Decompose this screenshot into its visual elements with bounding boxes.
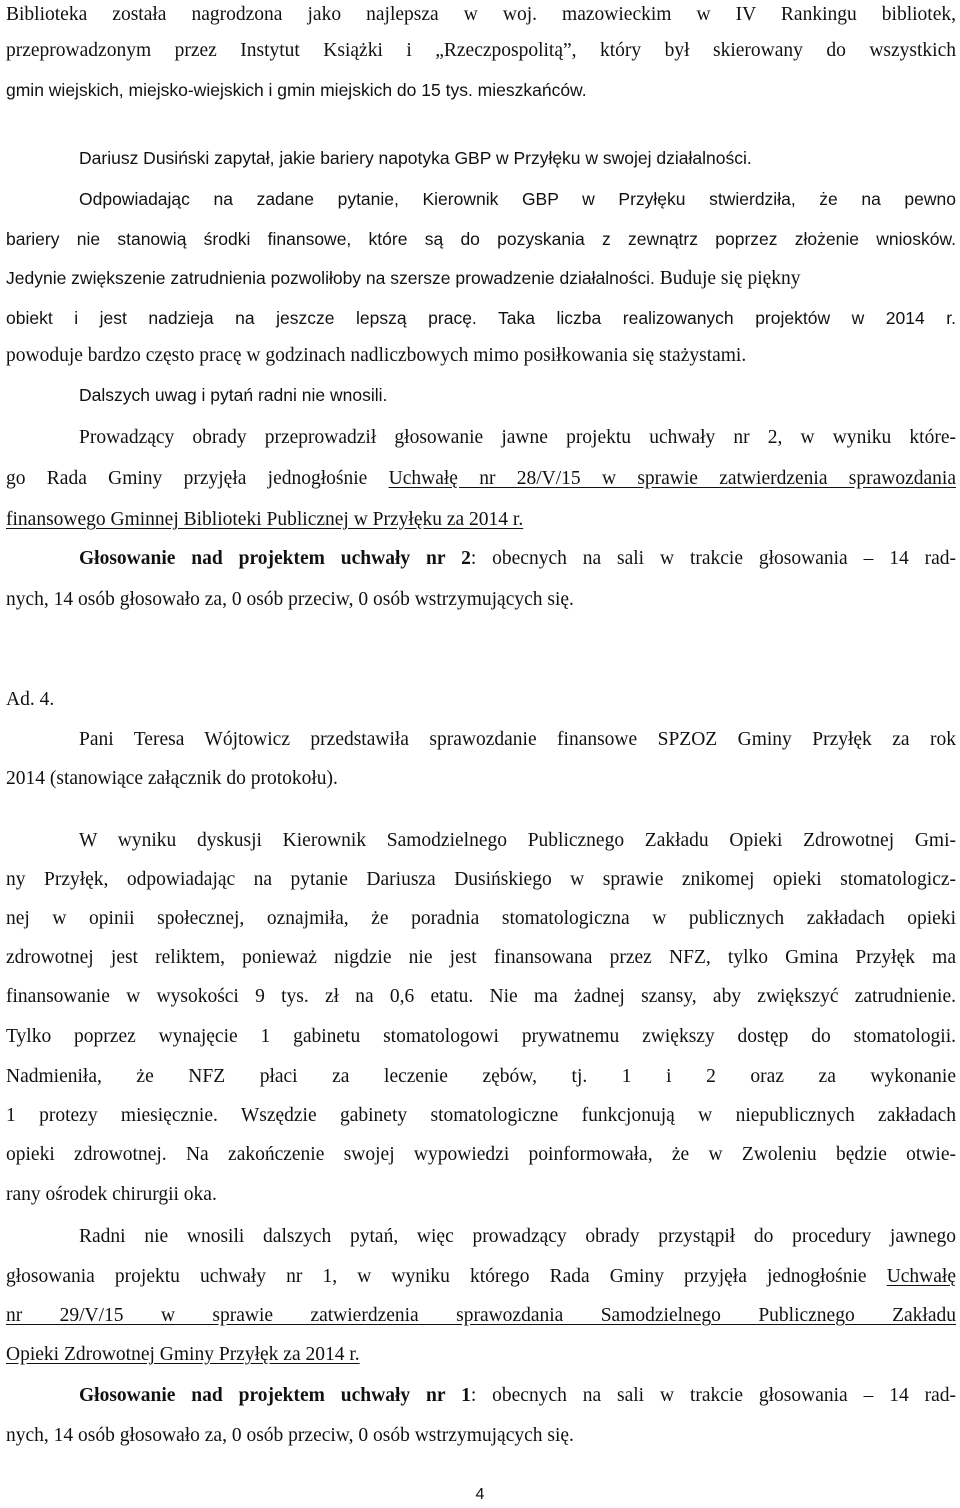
text-line: opieki zdrowotnej. Na zakończenie swojej wypowiedzi poinformowała, że w Zwoleniu będzie otwie- bbox=[6, 1144, 956, 1165]
text-line: rany ośrodek chirurgii oka. bbox=[6, 1184, 217, 1205]
resolution-28-link[interactable]: Uchwałę nr 28/V/15 w sprawie zatwierdzenia sprawozdania bbox=[388, 468, 956, 489]
text-line: finansowanie w wysokości 9 tys. zł na 0,6 etatu. Nie ma żadnej szansy, aby zwiększyć zatrudnienie. bbox=[6, 986, 956, 1007]
text-line: Odpowiadając na zadane pytanie, Kierownik GBP w Przyłęku stwierdziła, że na pewno bbox=[79, 189, 956, 209]
resolution-29-link[interactable]: Uchwałę bbox=[886, 1266, 956, 1287]
text-line: 1 protezy miesięcznie. Wszędzie gabinety stomatologiczne funkcjonują w niepublicznych zakładach bbox=[6, 1105, 956, 1126]
text-line bbox=[6, 1342, 956, 1368]
text-line: obiekt i jest nadzieja na jeszcze lepszą pracę. Taka liczba realizowanych projektów w 2014 r. bbox=[6, 308, 956, 328]
vote-line bbox=[79, 1383, 956, 1409]
text-line: Nadmieniła, że NFZ płaci za leczenie zębów, tj. 1 i 2 oraz za wykonanie bbox=[6, 1066, 956, 1087]
text-line: ny Przyłęk, odpowiadając na pytanie Dariusza Dusińskiego w sprawie znikomej opieki stomatologicz- bbox=[6, 869, 956, 890]
resolution-29-link-cont[interactable]: nr 29/V/15 w sprawie zatwierdzenia sprawozdania Samodzielnego Publicznego Zakładu bbox=[6, 1305, 956, 1326]
text-run: Jedynie zwiększenie zatrudnienia pozwoliłoby na szersze prowadzenie działalności. bbox=[6, 268, 655, 288]
text-line: zdrowotnej jest reliktem, ponieważ nigdzie nie jest finansowana przez NFZ, tylko Gmina Przyłęk ma bbox=[6, 947, 956, 968]
page-number: 4 bbox=[475, 1486, 485, 1503]
text-line: bariery nie stanowią środki finansowe, które są do pozyskania z zewnątrz poprzez złożenie wniosków. bbox=[6, 229, 956, 249]
text-line: Prowadzący obrady przeprowadził głosowanie jawne projektu uchwały nr 2, w wyniku które- bbox=[79, 427, 956, 448]
text-line: Pani Teresa Wójtowicz przedstawiła sprawozdanie finansowe SPZOZ Gminy Przyłęk za rok bbox=[79, 729, 956, 750]
text-line: Dariusz Dusiński zapytał, jakie bariery napotyka GBP w Przyłęku w swojej działalności. bbox=[79, 148, 752, 168]
text-line: Radni nie wnosili dalszych pytań, więc prowadzący obrady przystąpił do procedury jawnego bbox=[79, 1226, 956, 1247]
text-run: Buduje się piękny bbox=[654, 268, 801, 289]
vote-heading: Głosowanie nad projektem uchwały nr 1 bbox=[79, 1385, 471, 1406]
text-line bbox=[6, 265, 956, 292]
text-line bbox=[6, 1303, 956, 1329]
text-line: przeprowadzonym przez Instytut Książki i „Rzeczpospolitą”, który był skierowany do wszystkich bbox=[6, 40, 956, 61]
text-run: głosowania projektu uchwały nr 1, w wyniku którego Rada Gminy przyjęła jednogłośnie bbox=[6, 1266, 887, 1287]
text-line: Biblioteka została nagrodzona jako najlepsza w woj. mazowieckim w IV Rankingu bibliotek, bbox=[6, 4, 956, 25]
text-line: nej w opinii społecznej, oznajmiła, że poradnia stomatologiczna w publicznych zakładach opieki bbox=[6, 908, 956, 929]
text-run: go Rada Gminy przyjęła jednogłośnie bbox=[6, 468, 389, 489]
text-line bbox=[6, 507, 956, 533]
text-line: nych, 14 osób głosowało za, 0 osób przeciw, 0 osób wstrzymujących się. bbox=[6, 589, 574, 610]
text-line bbox=[6, 466, 956, 492]
text-line: powoduje bardzo często pracę w godzinach nadliczbowych mimo posiłkowania się stażystami. bbox=[6, 345, 747, 366]
section-heading: Ad. 4. bbox=[6, 689, 55, 710]
text-line: W wyniku dyskusji Kierownik Samodzielnego Publicznego Zakładu Opieki Zdrowotnej Gmi- bbox=[79, 830, 956, 851]
text-line: nych, 14 osób głosowało za, 0 osób przeciw, 0 osób wstrzymujących się. bbox=[6, 1425, 574, 1446]
text-line: 2014 (stanowiące załącznik do protokołu). bbox=[6, 768, 338, 789]
resolution-29-link-end[interactable]: Opieki Zdrowotnej Gminy Przyłęk za 2014 r. bbox=[6, 1344, 360, 1365]
vote-line bbox=[79, 546, 956, 572]
resolution-28-link-cont[interactable]: finansowego Gminnej Biblioteki Publicznej w Przyłęku za 2014 r. bbox=[6, 509, 524, 530]
text-line: Tylko poprzez wynajęcie 1 gabinetu stomatologowi prywatnemu zwiększy dostęp do stomatologii. bbox=[6, 1026, 956, 1047]
text-line bbox=[6, 1264, 956, 1290]
text-run: : obecnych na sali w trakcie głosowania – 14 rad- bbox=[470, 1385, 957, 1406]
text-line: gmin wiejskich, miejsko-wiejskich i gmin miejskich do 15 tys. mieszkańców. bbox=[6, 80, 587, 100]
vote-heading: Głosowanie nad projektem uchwały nr 2 bbox=[79, 548, 471, 569]
text-line: Dalszych uwag i pytań radni nie wnosili. bbox=[79, 385, 388, 405]
text-run: : obecnych na sali w trakcie głosowania – 14 rad- bbox=[470, 548, 957, 569]
